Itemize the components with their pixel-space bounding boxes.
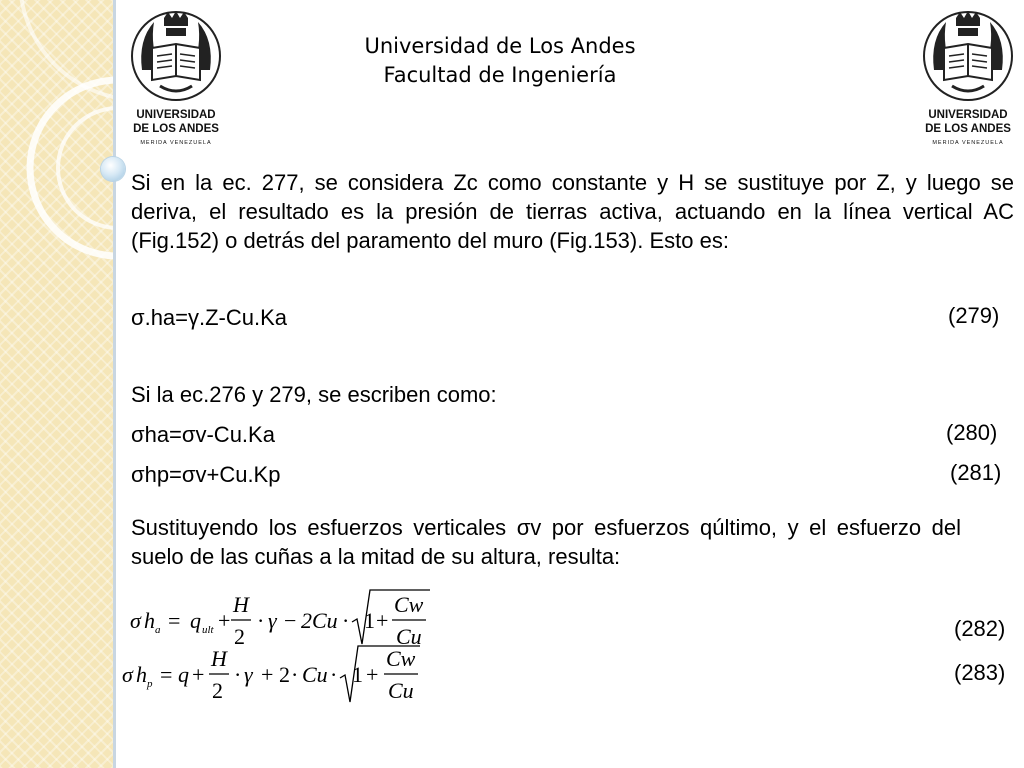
f283-plus2: + <box>366 662 379 687</box>
logo-text-line1: UNIVERSIDAD <box>928 109 1008 121</box>
paragraph-rewrite: Si la ec.276 y 279, se escriben como: <box>131 382 497 407</box>
logo-text-line1: UNIVERSIDAD <box>136 109 216 121</box>
university-seal-icon <box>922 10 1014 150</box>
f282-one: 1 <box>364 608 375 633</box>
f282-dot2: · <box>342 608 350 633</box>
f283-sub: p <box>147 678 153 690</box>
f282-equals: = <box>168 608 181 633</box>
f283-dot2: · <box>330 662 338 687</box>
bullet-icon <box>101 157 125 181</box>
f283-Cu: Cu <box>388 678 414 703</box>
equation-283-number: (283) <box>954 660 1006 685</box>
university-logo-left <box>130 10 222 150</box>
f283-Cw: Cw <box>386 646 416 671</box>
f283-h: h <box>136 662 147 687</box>
f283-H: H <box>211 646 227 671</box>
f282-Cw: Cw <box>394 592 424 617</box>
equation-281: σhp=σv+Cu.Kp <box>131 462 281 487</box>
formula-283 <box>118 644 438 706</box>
university-logo-right <box>922 10 1014 150</box>
f282-2Cu: 2Cu <box>301 608 338 633</box>
f282-qsub: ult <box>202 624 214 636</box>
f282-h: h <box>144 608 155 633</box>
f283-sigma: σ <box>122 662 133 687</box>
logo-text-line2: DE LOS ANDES <box>133 123 219 135</box>
f282-plus2: + <box>376 608 389 633</box>
f283-Cu-linear: Cu <box>302 662 328 687</box>
f282-sigma: σ <box>130 608 141 633</box>
header-faculty: Facultad de Ingeniería <box>383 63 617 87</box>
f283-q: q <box>178 662 189 687</box>
logo-text-line2: DE LOS ANDES <box>925 123 1011 135</box>
header-university: Universidad de Los Andes <box>364 34 636 58</box>
paragraph-substitution: Sustituyendo los esfuerzos verticales σv por esfuerzos qúltimo, y el esfuerzo del suelo de las cuñas a la mitad de su altura, resulta: <box>131 515 961 569</box>
decorative-sidebar <box>0 0 113 768</box>
f282-H: H <box>233 592 249 617</box>
f282-minus: − <box>284 608 297 633</box>
equation-280: σha=σv-Cu.Ka <box>131 422 275 447</box>
f283-plus3: + <box>261 662 274 687</box>
sidebar-divider <box>113 0 116 768</box>
f282-sub: a <box>155 624 161 636</box>
f282-Cu: Cu <box>396 624 422 649</box>
f282-gamma: γ <box>268 608 277 633</box>
f283-two: 2 <box>212 678 223 703</box>
f282-q: q <box>190 608 201 633</box>
equation-279: σ.ha=γ.Z-Cu.Ka <box>131 305 288 330</box>
equation-282-number: (282) <box>954 616 1006 641</box>
f282-dot: · <box>257 608 265 633</box>
f283-one: 1 <box>352 662 363 687</box>
university-seal-icon <box>130 10 222 150</box>
slide-header <box>330 32 670 90</box>
equation-280-number: (280) <box>946 420 998 445</box>
equation-281-number: (281) <box>950 460 1002 485</box>
formula-282 <box>118 588 438 650</box>
paragraph-intro: Si en la ec. 277, se considera Zc como constante y H se sustituye por Z, y luego se deriva, el resultado es la presión de tierras activa, actuando en la línea vertical AC (Fig.152) o detrás del paramento del muro (Fig.153). Esto es: <box>131 170 1014 253</box>
f283-plus: + <box>192 662 205 687</box>
f283-gamma: γ <box>244 662 253 687</box>
f283-dot3: · <box>291 662 299 687</box>
equation-279-number: (279) <box>948 303 1000 328</box>
f283-dot: · <box>234 662 242 687</box>
logo-text-line3: MERIDA VENEZUELA <box>932 140 1004 146</box>
sidebar-arcs <box>0 0 113 768</box>
f283-two2: 2 <box>279 662 290 687</box>
f283-equals: = <box>160 662 173 687</box>
logo-text-line3: MERIDA VENEZUELA <box>140 140 212 146</box>
f282-plus: + <box>218 608 231 633</box>
f282-two: 2 <box>234 624 245 649</box>
